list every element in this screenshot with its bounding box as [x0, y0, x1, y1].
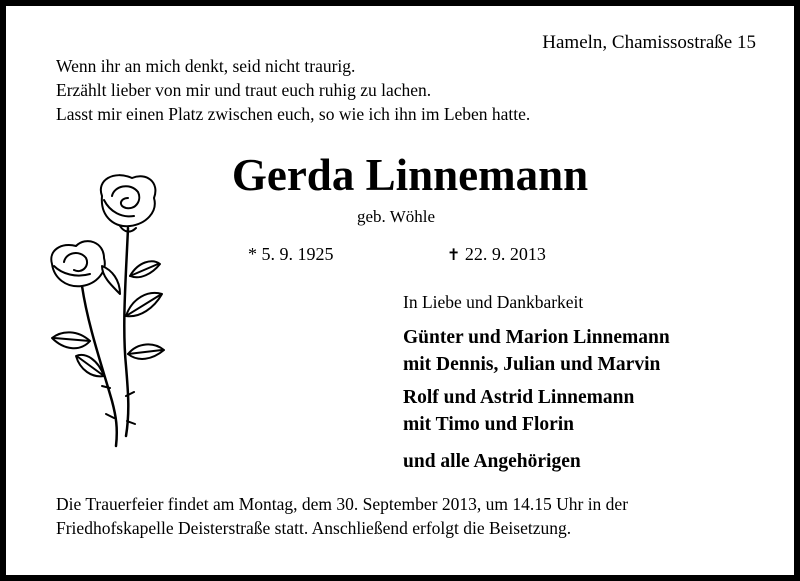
family-line: mit Dennis, Julian und Marvin: [403, 354, 661, 375]
poem-line: Wenn ihr an mich denkt, seid nicht traurig.: [56, 56, 356, 76]
cross-icon: ✝: [447, 245, 461, 264]
death-date: [447, 244, 546, 265]
poem: [56, 54, 530, 126]
deceased-name: Gerda Linnemann: [231, 150, 589, 200]
birth-name: geb. Wöhle: [357, 207, 436, 226]
family-line: Rolf und Astrid Linnemann: [403, 387, 635, 408]
roses-illustration: [42, 166, 172, 451]
funeral-line: Die Trauerfeier findet am Montag, dem 30. September 2013, um 14.15 Uhr in der: [56, 494, 629, 514]
funeral-info: [56, 492, 628, 540]
thanks-line: In Liebe und Dankbarkeit: [403, 292, 584, 312]
family-line: mit Timo und Florin: [403, 414, 575, 435]
family-line: Günter und Marion Linnemann: [403, 327, 670, 348]
family-line: und alle Angehörigen: [403, 451, 581, 472]
address: Hameln, Chamissostraße 15: [542, 32, 756, 53]
family-group: [403, 384, 634, 438]
birth-date-value: 5. 9. 1925: [261, 244, 334, 264]
family-group: [403, 324, 670, 378]
poem-line: Erzählt lieber von mir und traut euch ruhig zu lachen.: [56, 80, 432, 100]
birth-date: [248, 244, 334, 265]
funeral-line: Friedhofskapelle Deisterstraße statt. Anschließend erfolgt die Beisetzung.: [56, 518, 572, 538]
family-group: [403, 448, 581, 475]
poem-line: Lasst mir einen Platz zwischen euch, so wie ich ihn im Leben hatte.: [56, 104, 531, 124]
death-date-value: 22. 9. 2013: [464, 244, 546, 264]
birth-symbol: *: [248, 244, 257, 264]
